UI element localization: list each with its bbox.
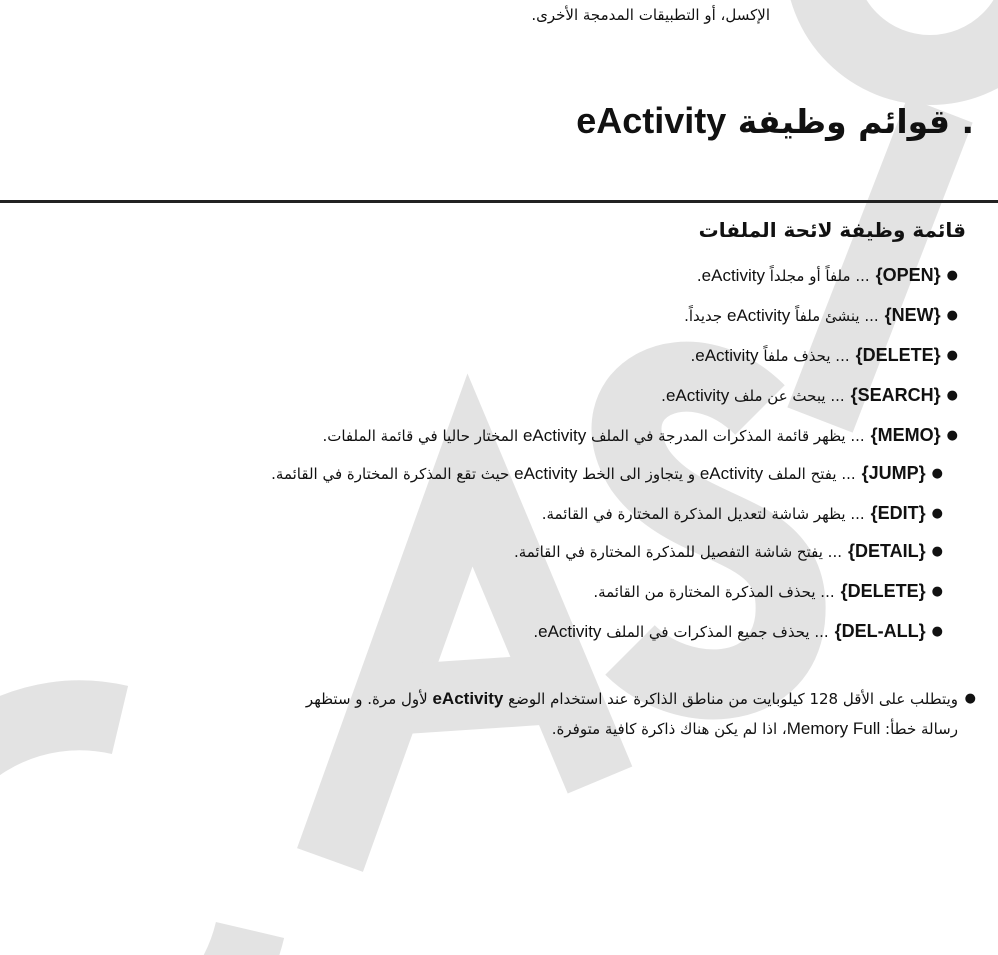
- bullet-icon: ●: [931, 584, 943, 599]
- description-part: ... يحذف جميع المذكرات في الملف: [601, 622, 829, 641]
- note-line-1-start: ويتطلب على الأقل 128 كيلوبايت من مناطق الذاكرة عند استخدام الوضع: [503, 690, 958, 708]
- file-list-menu-heading: قائمة وظيفة لائحة الملفات: [698, 218, 966, 242]
- menu-item-open: [697, 265, 958, 286]
- menu-item-edit: [542, 503, 943, 524]
- bullet-icon: ●: [946, 348, 958, 363]
- function-key-label: {DELETE}: [855, 345, 941, 365]
- description-part: eActivity: [695, 345, 759, 365]
- function-key-label: {OPEN}: [875, 265, 941, 285]
- function-description: [697, 266, 870, 286]
- description-part: ... يفتح شاشة التفصيل للمذكرة المختارة في القائمة.: [513, 542, 842, 561]
- description-part: ... يبحث عن ملف: [729, 386, 845, 405]
- description-part: .: [696, 266, 702, 285]
- menu-item-del-all: [533, 621, 943, 642]
- note-line-2-start: رسالة خطأ:: [880, 720, 958, 738]
- section-heading-app-name: eActivity: [576, 100, 727, 141]
- description-part: .: [661, 386, 666, 405]
- description-part: ... ينشئ ملفاً: [790, 306, 879, 325]
- description-part: eActivity: [538, 621, 602, 641]
- function-description: [322, 426, 864, 446]
- function-key-label: {DETAIL}: [847, 541, 926, 561]
- function-key-label: {SEARCH}: [850, 385, 941, 405]
- menu-item-memo: [322, 425, 958, 446]
- description-part: eActivity: [726, 305, 791, 325]
- bullet-icon: ●: [931, 466, 943, 481]
- function-key-label: {NEW}: [884, 305, 941, 325]
- description-part: حيث تقع المذكرة المختارة في القائمة.: [271, 464, 515, 483]
- section-heading-prefix: . قوائم وظيفة: [737, 102, 974, 141]
- function-key-label: {JUMP}: [861, 463, 926, 483]
- note-app-name: eActivity: [432, 689, 504, 708]
- memory-requirement-note: [28, 684, 976, 744]
- bullet-icon: ●: [931, 624, 943, 639]
- function-description: [690, 346, 849, 366]
- function-description: [661, 386, 844, 406]
- bullet-icon: ●: [946, 308, 958, 323]
- description-part: جديداً.: [684, 306, 727, 325]
- section-divider: [0, 200, 998, 203]
- function-description: [533, 622, 828, 642]
- menu-item-new: [684, 305, 958, 326]
- bullet-icon: ●: [931, 544, 943, 559]
- bullet-icon: ●: [946, 428, 958, 443]
- function-description: [514, 543, 842, 561]
- description-part: ... يحذف المذكرة المختارة من القائمة.: [593, 582, 835, 601]
- note-line-1-end: لأول مرة. و ستظهر: [305, 690, 433, 708]
- function-key-label: {DELETE}: [840, 581, 926, 601]
- note-line-2-end: ، اذا لم يكن هناك ذاكرة كافية متوفرة.: [551, 720, 787, 738]
- function-description: [684, 306, 879, 326]
- description-part: eActivity: [665, 385, 730, 405]
- function-description: [593, 583, 834, 601]
- menu-item-search: [661, 385, 958, 406]
- note-bullet: ●: [964, 691, 976, 706]
- previous-page-tail-text: الإكسل، أو التطبيقات المدمجة الأخرى.: [531, 6, 770, 24]
- function-key-label: {MEMO}: [870, 425, 941, 445]
- menu-item-jump: [271, 463, 943, 484]
- function-description: [271, 464, 855, 484]
- description-part: eActivity: [701, 265, 765, 285]
- description-part: ... يحذف ملفاً: [758, 346, 850, 365]
- description-part: .: [690, 346, 696, 365]
- menu-item-delete: [593, 581, 943, 602]
- menu-item-delete: [690, 345, 958, 366]
- description-part: ... يفتح الملف: [763, 464, 856, 483]
- bullet-icon: ●: [931, 506, 943, 521]
- note-line-2: [28, 714, 958, 744]
- description-part: eActivity: [514, 463, 578, 483]
- function-key-label: {EDIT}: [870, 503, 926, 523]
- bullet-icon: ●: [946, 268, 958, 283]
- description-part: ... يظهر شاشة لتعديل المذكرة المختارة في القائمة.: [541, 504, 865, 523]
- function-key-label: {DEL-ALL}: [834, 621, 926, 641]
- section-heading: [576, 100, 974, 142]
- function-description: [542, 505, 865, 523]
- description-part: المختار حاليا في قائمة الملفات.: [322, 426, 523, 445]
- note-line-1: [28, 684, 958, 714]
- note-error-message: Memory Full: [786, 719, 881, 738]
- description-part: eActivity: [522, 425, 587, 445]
- menu-item-detail: [514, 541, 943, 562]
- bullet-icon: ●: [946, 388, 958, 403]
- description-part: ... ملفاً أو مجلداً: [764, 266, 870, 285]
- description-part: و يتجاوز الى الخط: [577, 464, 700, 483]
- description-part: ... يظهر قائمة المذكرات المدرجة في الملف: [586, 426, 865, 445]
- description-part: eActivity: [699, 463, 764, 483]
- description-part: .: [533, 622, 539, 641]
